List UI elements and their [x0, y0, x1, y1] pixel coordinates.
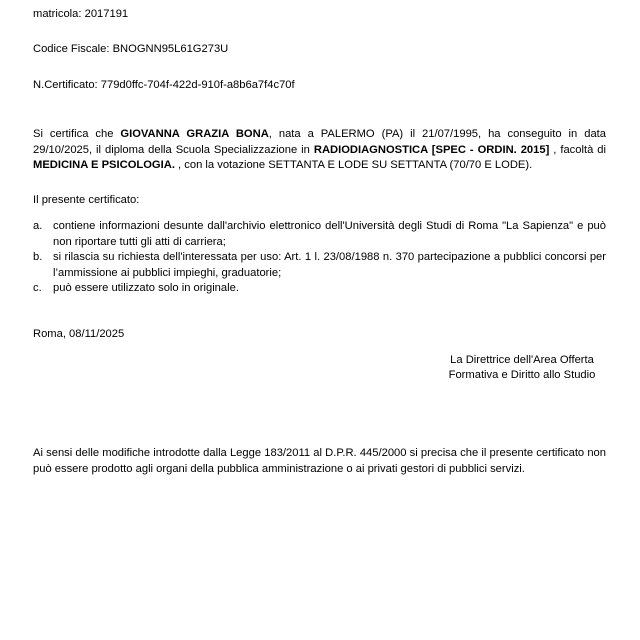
list-item	[33, 219, 606, 250]
place-date: Roma, 08/11/2025	[33, 328, 125, 340]
birth-and-date-text: , nata a PALERMO (PA) il 21/07/1995, ha conseguito in data 29/10/2025, il diploma della Scuola Specializzazione in	[33, 128, 606, 156]
list-marker: b.	[33, 251, 43, 263]
list-item-text: può essere utilizzato solo in originale.	[53, 282, 239, 294]
matricola: matricola: 2017191	[33, 8, 129, 20]
codice-fiscale: Codice Fiscale: BNOGNN95L61G273U	[33, 43, 229, 55]
signatory-block	[440, 353, 604, 383]
holder-name: GIOVANNA GRAZIA BONA	[120, 128, 269, 140]
list-item	[33, 250, 606, 281]
list-item-text: si rilascia su richiesta dell'interessata per uso: Art. 1 l. 23/08/1988 n. 370 partecipazione a pubblici concorsi per l’ammissione ai pubblici impieghi, graduatorie;	[53, 251, 606, 279]
grade-text: , con la votazione SETTANTA E LODE SU SETTANTA (70/70 E LODE).	[174, 159, 533, 171]
conditions-list	[33, 219, 606, 297]
list-marker: c.	[33, 282, 42, 294]
list-intro: Il presente certificato:	[33, 194, 140, 206]
list-marker: a.	[33, 220, 43, 232]
certification-intro: Si certifica che	[33, 128, 121, 140]
legal-footer: Ai sensi delle modifiche introdotte dalla Legge 183/2011 al D.P.R. 445/2000 si precisa che il presente certificato non può essere prodotto agli organi della pubblica amministrazione o ai privati gestori di pubblici servizi.	[33, 447, 606, 475]
certificate-number: N.Certificato: 779d0ffc-704f-422d-910f-a8b6a7f4c70f	[33, 79, 295, 91]
signatory-line-1: La Direttrice dell'Area Offerta	[450, 354, 594, 366]
list-item	[33, 281, 606, 297]
faculty-prefix: , facoltà di	[549, 143, 606, 156]
list-item-text: contiene informazioni desunte dall'archivio elettronico dell'Università degli Studi di Roma "La Sapienza" e può non riportare tutti gli atti di carriera;	[53, 220, 606, 248]
faculty-name: MEDICINA E PSICOLOGIA.	[33, 159, 175, 171]
school-name: RADIODIAGNOSTICA [SPEC - ORDIN. 2015]	[313, 143, 550, 156]
certification-paragraph	[33, 127, 606, 174]
signatory-line-2: Formativa e Diritto allo Studio	[448, 369, 596, 381]
